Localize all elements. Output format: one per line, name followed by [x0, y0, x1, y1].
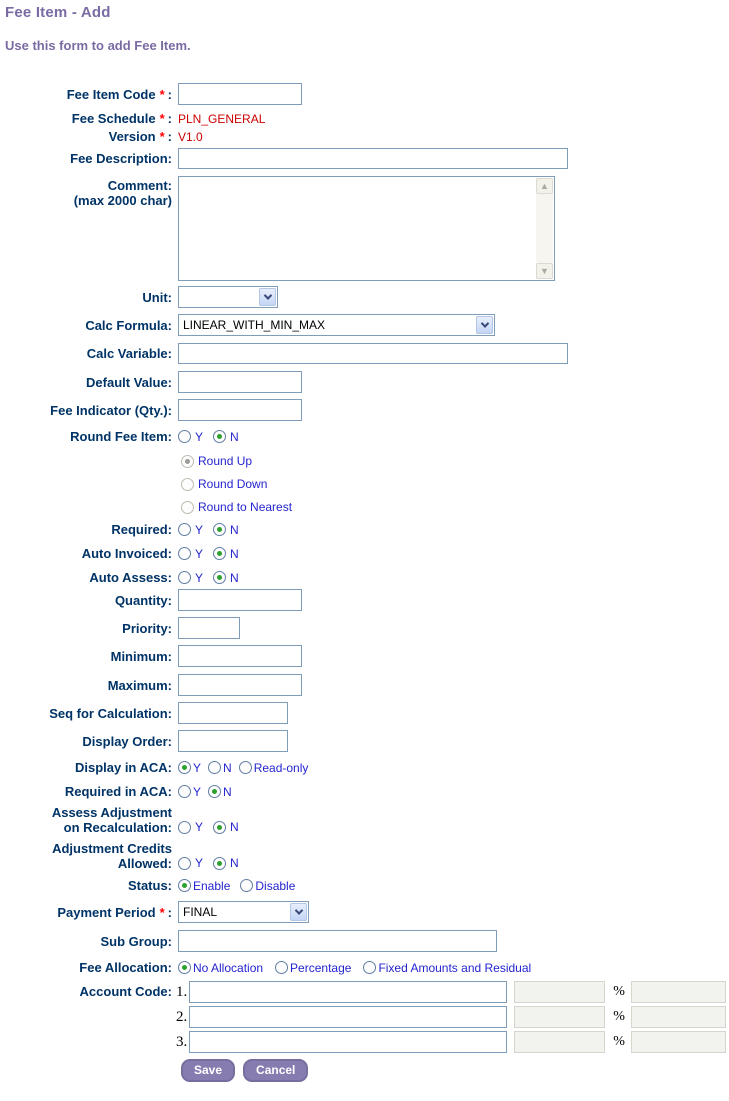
chevron-down-icon[interactable]: ▼	[536, 263, 553, 279]
adjustment-credits-y-radio[interactable]	[178, 857, 191, 870]
display-in-aca-readonly-radio[interactable]	[239, 761, 252, 774]
field-row-required: Required: Y N	[111, 522, 239, 537]
sub-group-input[interactable]	[178, 930, 497, 952]
display-in-aca-n-radio[interactable]	[208, 761, 221, 774]
required-star: *	[159, 129, 165, 144]
priority-label: Priority:	[122, 620, 172, 636]
auto-invoiced-y-radio[interactable]	[178, 547, 191, 560]
default-value-label: Default Value:	[86, 374, 172, 390]
quantity-input[interactable]	[178, 589, 302, 611]
fee-allocation-fixed-radio[interactable]	[363, 961, 376, 974]
field-row-unit	[0, 286, 729, 308]
cancel-button[interactable]: Cancel	[243, 1059, 308, 1082]
chevron-down-icon	[476, 316, 493, 334]
field-row-assess-adjustment: Assess Adjustment on Recalculation: Y N	[0, 805, 729, 835]
display-in-aca-label: Display in ACA:	[74, 760, 172, 775]
seq-for-calculation-input[interactable]	[178, 702, 288, 724]
field-row-minimum	[0, 645, 729, 667]
field-row-fee-item-code: Fee Item Code * :	[0, 83, 729, 105]
field-row-payment-period: Payment Period * : FINAL	[0, 901, 729, 923]
round-down-radio[interactable]	[181, 478, 194, 491]
fee-item-code-label: Fee Item Code	[66, 86, 156, 102]
field-row-quantity	[0, 589, 729, 611]
required-in-aca-y-radio[interactable]	[178, 785, 191, 798]
auto-assess-y-radio[interactable]	[178, 571, 191, 584]
fee-schedule-label: Fee Schedule	[71, 111, 156, 126]
account-code-row-number: 1.	[176, 983, 188, 1000]
field-row-priority	[0, 617, 729, 639]
assess-adjustment-n-radio[interactable]	[213, 821, 226, 834]
field-row-display-order	[0, 730, 729, 752]
calc-formula-label: Calc Formula:	[85, 317, 172, 333]
maximum-label: Maximum:	[107, 677, 172, 693]
account-code-row-number: 3.	[176, 1033, 188, 1050]
save-button[interactable]: Save	[181, 1059, 235, 1082]
field-row-required-in-aca: Required in ACA: Y N	[64, 784, 232, 799]
field-row-fee-allocation: Fee Allocation: No Allocation Percentage Fixed Amounts and Residual	[79, 960, 532, 975]
auto-invoiced-n-radio[interactable]	[213, 547, 226, 560]
fee-allocation-percentage-radio[interactable]	[275, 961, 288, 974]
field-row-status: Status: Enable Disable	[127, 878, 296, 893]
adjustment-credits-label-line1: Adjustment Credits	[52, 841, 172, 856]
fee-description-input[interactable]	[178, 148, 568, 169]
version-value: V1.0	[178, 129, 203, 144]
page-title: Fee Item - Add	[5, 4, 111, 21]
field-row-adjustment-credits: Adjustment Credits Allowed: Y N	[0, 841, 729, 871]
field-row-comment	[0, 176, 729, 281]
field-row-maximum	[0, 674, 729, 696]
fee-indicator-label: Fee Indicator (Qty.):	[50, 402, 172, 418]
percent-sign: %	[613, 984, 625, 999]
scrollbar[interactable]	[536, 178, 553, 279]
assess-adjustment-label-line2: on Recalculation:	[63, 820, 172, 835]
fee-allocation-label: Fee Allocation:	[79, 960, 172, 975]
display-order-label: Display Order:	[82, 733, 172, 749]
adjustment-credits-label-line2: Allowed:	[117, 856, 172, 871]
comment-label: Comment:	[107, 178, 172, 193]
field-row-account-code-2	[0, 1006, 729, 1028]
fee-description-label: Fee Description:	[70, 151, 172, 166]
sub-group-label: Sub Group:	[100, 933, 172, 949]
field-row-calc-variable	[0, 343, 729, 364]
field-row-round-down: Round Down	[0, 477, 729, 491]
field-row-account-code	[0, 981, 729, 1003]
minimum-input[interactable]	[178, 645, 302, 667]
round-fee-item-label: Round Fee Item:	[70, 429, 172, 444]
page-subtitle: Use this form to add Fee Item.	[5, 38, 191, 53]
field-row-auto-assess: Auto Assess: Y N	[89, 570, 239, 585]
unit-label: Unit:	[142, 289, 172, 305]
version-label: Version	[108, 129, 156, 144]
account-code-2-input[interactable]	[189, 1006, 507, 1028]
payment-period-label: Payment Period	[57, 904, 156, 920]
field-row-round-up: Round Up	[0, 454, 729, 468]
field-row-account-code-3	[0, 1031, 729, 1053]
account-code-2-residual-input	[631, 1006, 726, 1028]
account-code-label: Account Code:	[79, 984, 172, 999]
required-star: *	[159, 86, 165, 102]
account-code-row-number: 2.	[176, 1008, 188, 1025]
assess-adjustment-label-line1: Assess Adjustment	[51, 805, 172, 820]
account-code-2-amount-input	[514, 1006, 605, 1028]
calc-variable-input[interactable]	[178, 343, 568, 364]
percent-sign: %	[613, 1009, 625, 1024]
status-disable-radio[interactable]	[240, 879, 253, 892]
account-code-3-residual-input	[631, 1031, 726, 1053]
field-row-sub-group	[0, 930, 729, 952]
round-fee-item-n-radio[interactable]	[213, 430, 226, 443]
chevron-down-icon	[290, 903, 307, 921]
assess-adjustment-y-radio[interactable]	[178, 821, 191, 834]
field-row-round-fee-item: Round Fee Item: Y N	[70, 429, 239, 444]
auto-assess-n-radio[interactable]	[213, 571, 226, 584]
account-code-1-input[interactable]	[189, 981, 507, 1003]
fee-item-code-input[interactable]	[178, 83, 302, 105]
required-y-radio[interactable]	[178, 523, 191, 536]
comment-label-note: (max 2000 char)	[73, 193, 172, 208]
default-value-input[interactable]	[178, 371, 302, 393]
account-code-1-amount-input	[514, 981, 605, 1003]
field-row-fee-description	[0, 148, 729, 169]
account-code-1-residual-input	[631, 981, 726, 1003]
display-order-input[interactable]	[178, 730, 288, 752]
round-fee-item-y-radio[interactable]	[178, 430, 191, 443]
form-actions	[0, 1059, 729, 1082]
field-row-seq-for-calculation	[0, 702, 729, 724]
field-row-calc-formula	[0, 314, 729, 336]
auto-invoiced-label: Auto Invoiced:	[81, 546, 172, 561]
required-in-aca-n-radio[interactable]	[208, 785, 221, 798]
unit-select[interactable]	[178, 286, 278, 308]
field-row-default-value	[0, 371, 729, 393]
maximum-input[interactable]	[178, 674, 302, 696]
account-code-3-input[interactable]	[189, 1031, 507, 1053]
required-label: Required:	[111, 522, 172, 537]
field-row-fee-indicator	[0, 399, 729, 421]
field-row-fee-schedule: Fee Schedule * : PLN_GENERAL	[71, 111, 266, 126]
round-up-radio[interactable]	[181, 455, 194, 468]
round-to-nearest-radio[interactable]	[181, 501, 194, 514]
field-row-auto-invoiced: Auto Invoiced: Y N	[81, 546, 239, 561]
priority-input[interactable]	[178, 617, 240, 639]
auto-assess-label: Auto Assess:	[89, 570, 172, 585]
required-in-aca-label: Required in ACA:	[64, 784, 172, 799]
field-row-round-to-nearest: Round to Nearest	[0, 500, 729, 514]
percent-sign: %	[613, 1034, 625, 1049]
field-row-version: Version * : V1.0	[108, 129, 203, 144]
comment-textarea[interactable]	[178, 176, 555, 281]
field-row-display-in-aca: Display in ACA: Y N Read-only	[74, 760, 309, 775]
calc-variable-label: Calc Variable:	[86, 346, 172, 361]
status-enable-radio[interactable]	[178, 879, 191, 892]
fee-allocation-none-radio[interactable]	[178, 961, 191, 974]
minimum-label: Minimum:	[110, 648, 172, 664]
account-code-3-amount-input	[514, 1031, 605, 1053]
payment-period-select[interactable]: FINAL	[178, 901, 309, 923]
fee-schedule-value: PLN_GENERAL	[178, 111, 266, 126]
quantity-label: Quantity:	[114, 592, 172, 608]
required-star: *	[159, 904, 165, 920]
chevron-down-icon	[259, 288, 276, 306]
display-in-aca-y-radio[interactable]	[178, 761, 191, 774]
required-star: *	[159, 111, 165, 126]
status-label: Status:	[127, 878, 172, 893]
adjustment-credits-n-radio[interactable]	[213, 857, 226, 870]
seq-for-calculation-label: Seq for Calculation:	[49, 705, 172, 721]
required-n-radio[interactable]	[213, 523, 226, 536]
fee-indicator-input[interactable]	[178, 399, 302, 421]
calc-formula-select[interactable]: LINEAR_WITH_MIN_MAX	[178, 314, 495, 336]
chevron-up-icon[interactable]: ▲	[536, 178, 553, 194]
